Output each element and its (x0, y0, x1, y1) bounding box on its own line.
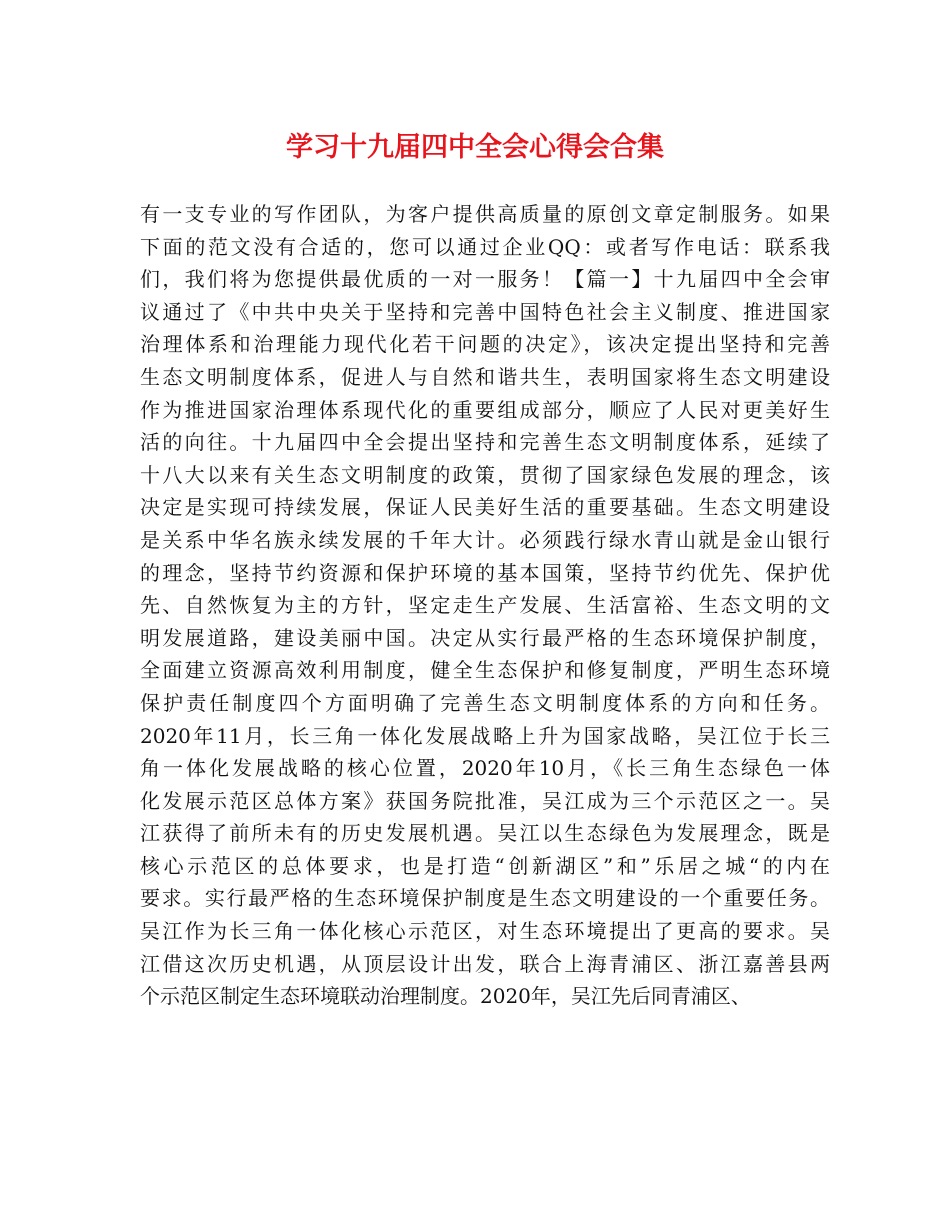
body-line: 活的向往。十九届四中全会提出坚持和完善生态文明制度体系，延续了 (140, 430, 830, 455)
body-line: 核心示范区的总体要求，也是打造“创新湖区”和”乐居之城“的内在 (140, 853, 830, 878)
body-line: 角一体化发展战略的核心位置，2020年10月，《长三角生态绿色一体 (140, 756, 830, 781)
body-line: 下面的范文没有合适的，您可以通过企业QQ：或者写作电话：联系我 (140, 234, 830, 259)
body-line: 要求。实行最严格的生态环境保护制度是生态文明建设的一个重要任务。 (140, 886, 830, 911)
document-body (140, 198, 830, 1013)
body-line: 化发展示范区总体方案》获国务院批准，吴江成为三个示范区之一。吴 (140, 788, 830, 813)
body-line: 十八大以来有关生态文明制度的政策，贯彻了国家绿色发展的理念，该 (140, 462, 830, 487)
body-line: 有一支专业的写作团队，为客户提供高质量的原创文章定制服务。如果 (140, 202, 830, 226)
body-line: 2020年11月，长三角一体化发展战略上升为国家战略，吴江位于长三 (140, 723, 830, 748)
body-line: 治理体系和治理能力现代化若干问题的决定》，该决定提出坚持和完善 (140, 332, 830, 357)
body-line: 决定是实现可持续发展，保证人民美好生活的重要基础。生态文明建设 (140, 495, 830, 520)
body-line: 是关系中华名族永续发展的千年大计。必须践行绿水青山就是金山银行 (140, 527, 830, 552)
body-line: 议通过了《中共中央关于坚持和完善中国特色社会主义制度、推进国家 (140, 299, 830, 324)
body-line: 生态文明制度体系，促进人与自然和谐共生，表明国家将生态文明建设 (140, 364, 830, 389)
body-line: 作为推进国家治理体系现代化的重要组成部分，顺应了人民对更美好生 (140, 397, 830, 422)
body-line: 吴江作为长三角一体化核心示范区，对生态环境提出了更高的要求。吴 (140, 919, 830, 944)
body-line: 的理念，坚持节约资源和保护环境的基本国策，坚持节约优先、保护优 (140, 560, 830, 585)
body-line: 先、自然恢复为主的方针，坚定走生产发展、生活富裕、生态文明的文 (140, 593, 830, 618)
body-line: 明发展道路，建设美丽中国。决定从实行最严格的生态环境保护制度， (140, 625, 830, 650)
body-line: 江获得了前所未有的历史发展机遇。吴江以生态绿色为发展理念，既是 (140, 821, 830, 846)
body-line: 保护责任制度四个方面明确了完善生态文明制度体系的方向和任务。 (140, 690, 830, 715)
document-title: 学习十九届四中全会心得会合集 (286, 132, 664, 163)
body-line: 江借这次历史机遇，从顶层设计出发，联合上海青浦区、浙江嘉善县两 (140, 951, 830, 976)
body-line: 全面建立资源高效利用制度，健全生态保护和修复制度，严明生态环境 (140, 658, 830, 683)
body-line: 们，我们将为您提供最优质的一对一服务！【篇一】十九届四中全会审 (140, 267, 830, 292)
body-line: 个示范区制定生态环境联动治理制度。2020年，吴江先后同青浦区、 (140, 984, 751, 1009)
